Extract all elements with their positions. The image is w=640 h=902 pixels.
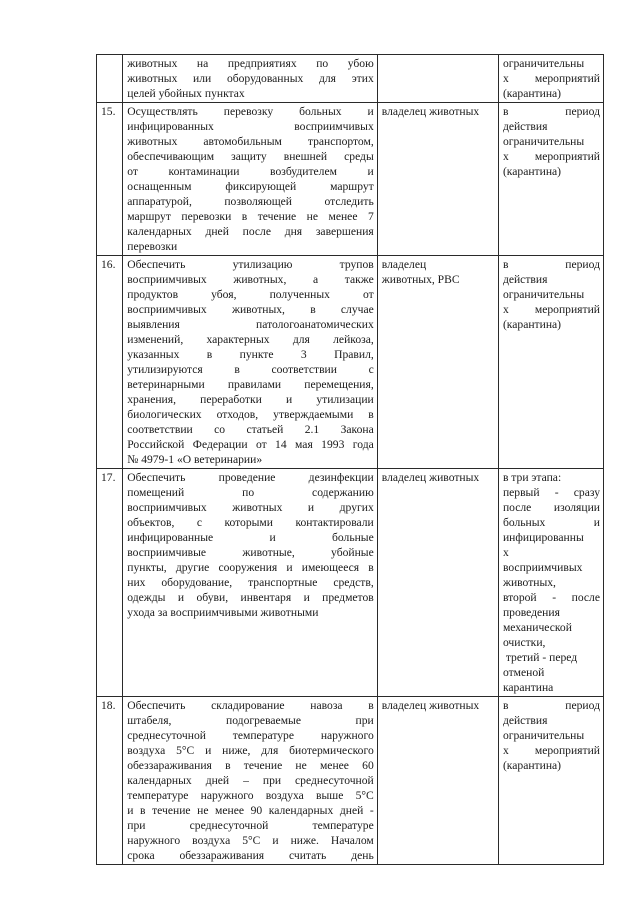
action-cell: Обеспечить складирование навоза в штабеля, подогреваемые при среднесуточной температуре наружного воздуха 5°С и ниже, для биотермического обеззараживания в течение не менее 60 календарных дней – при среднесуточной температуре наружного воздуха выше 5°С и в течение не менее 90 календарных дней - при среднесуточной температуре наружного воздуха 5°С и ниже. Началом срока обеззараживания считать день — [123, 697, 378, 865]
term-cell: ограничительны х мероприятий (карантина) — [498, 55, 603, 103]
action-cell: животных на предприятиях по убою животных или оборудованных для этих целей убойных пунктах — [123, 55, 378, 103]
row-number-cell — [97, 55, 123, 103]
term-cell: в период действия ограничительны х мероприятий (карантина) — [498, 256, 603, 469]
term-cell: в период действия ограничительны х мероприятий (карантина) — [498, 697, 603, 865]
action-cell: Осуществлять перевозку больных и инфицированных восприимчивых животных автомобильным транспортом, обеспечивающим защиту внешней среды от контаминации возбудителем и оснащенным фиксирующей маршрут аппаратурой, позволяющей отследить маршрут перевозки в течение не менее 7 календарных дней после дня завершения перевозки — [123, 103, 378, 256]
term-cell: в три этапа: первый - сразу после изоляции больных и инфицированны х восприимчивых животных, второй - после проведения механической очистки, третий - перед отменой карантина — [498, 469, 603, 697]
row-number-cell: 16. — [97, 256, 123, 469]
action-cell: Обеспечить утилизацию трупов восприимчивых животных, а также продуктов убоя, полученных от восприимчивых животных, в случае выявления патологоанатомических изменений, характерных для лейкоза, указанных в пункте 3 Правил, утилизируются в соответствии с ветеринарными правилами перемещения, хранения, переработки и утилизации биологических отходов, утверждаемыми в соответствии со статьей 2.1 Закона Российской Федерации от 14 мая 1993 года № 4979-1 «О ветеринарии» — [123, 256, 378, 469]
term-cell: в период действия ограничительны х мероприятий (карантина) — [498, 103, 603, 256]
row-number-cell: 17. — [97, 469, 123, 697]
responsible-cell: владелец животных, РВС — [377, 256, 498, 469]
row-number-cell: 18. — [97, 697, 123, 865]
responsible-cell: владелец животных — [377, 697, 498, 865]
action-cell: Обеспечить проведение дезинфекции помещений по содержанию восприимчивых животных и других объектов, с которыми контактировали инфицированные и больные восприимчивые животные, убойные пункты, другие сооружения и имеющееся в них оборудование, транспортные средств, одежды и обуви, инвентаря и предметов ухода за восприимчивыми животными — [123, 469, 378, 697]
table-row — [97, 697, 604, 865]
responsible-cell — [377, 55, 498, 103]
table-row — [97, 103, 604, 256]
table-row — [97, 256, 604, 469]
table-row — [97, 55, 604, 103]
table-row — [97, 469, 604, 697]
row-number-cell: 15. — [97, 103, 123, 256]
responsible-cell: владелец животных — [377, 469, 498, 697]
measures-table — [96, 54, 604, 865]
responsible-cell: владелец животных — [377, 103, 498, 256]
